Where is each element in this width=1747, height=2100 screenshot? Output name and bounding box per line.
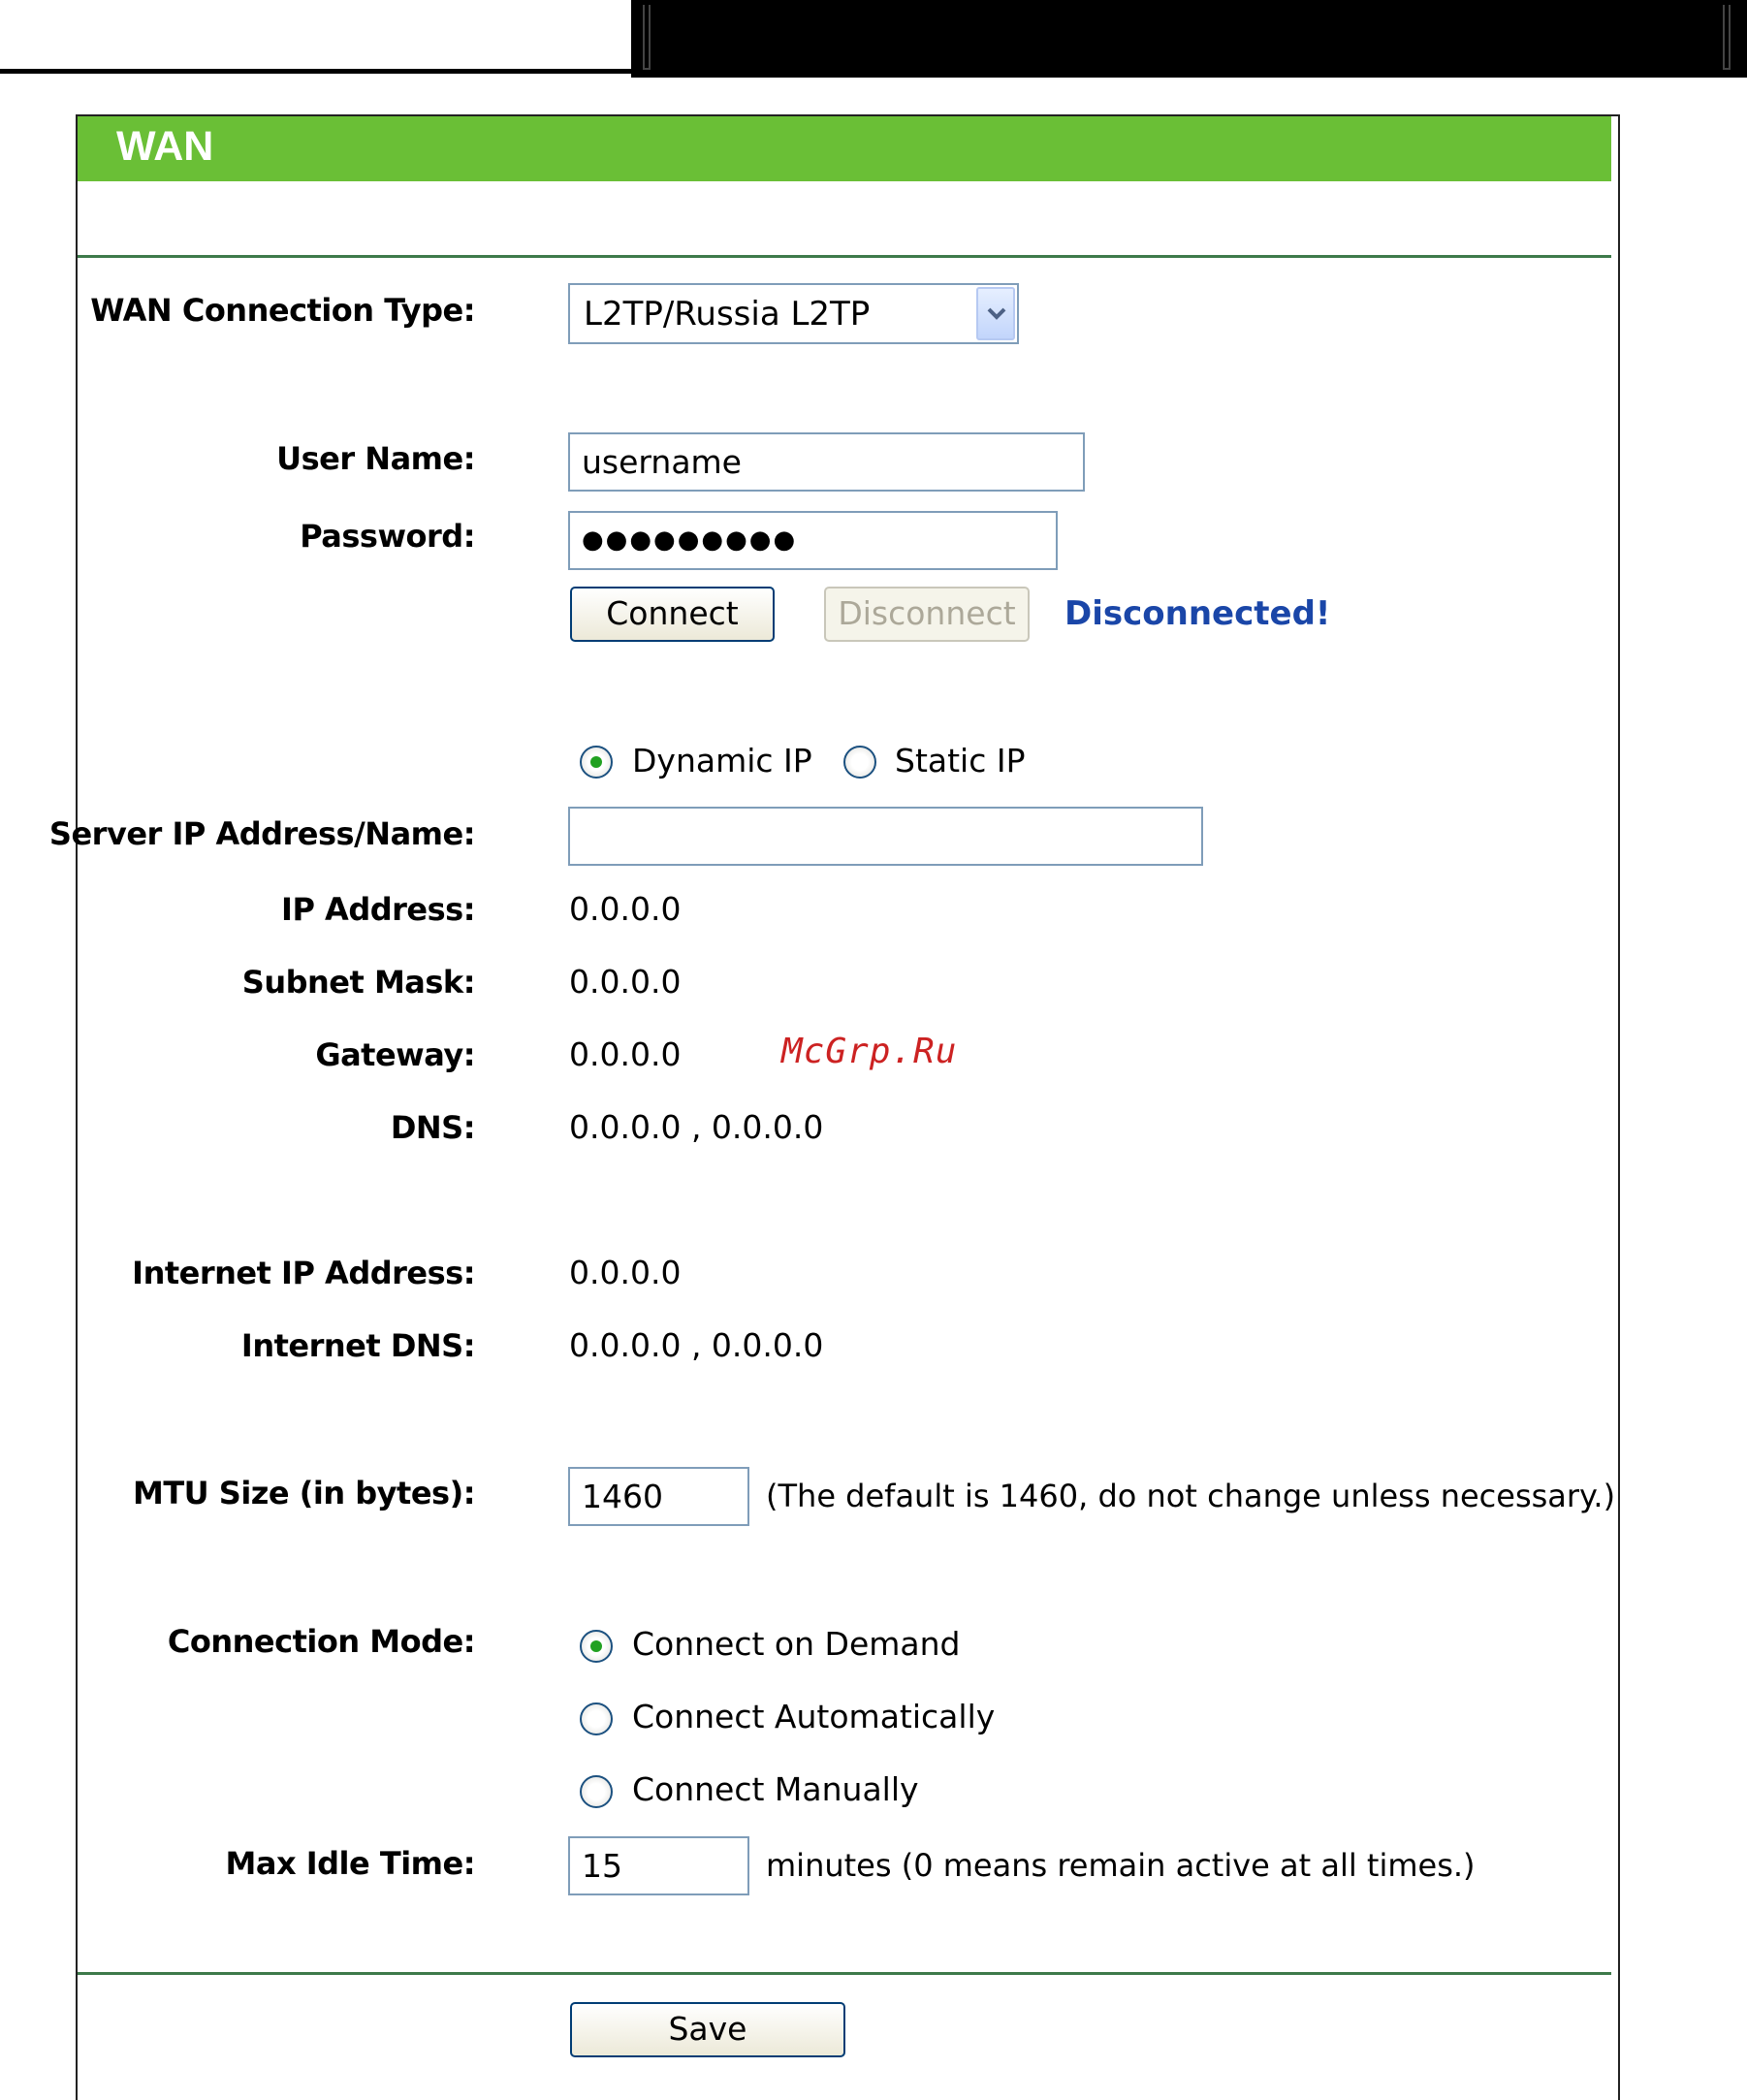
connect-button[interactable]: Connect [570, 587, 775, 642]
max-idle-hint: minutes (0 means remain active at all times.) [766, 1847, 1476, 1884]
internet-ip-value: 0.0.0.0 [569, 1254, 682, 1291]
panel-header [78, 116, 1611, 181]
top-bar-left-edge [643, 5, 651, 70]
dynamic-ip-radio[interactable] [580, 746, 613, 779]
bottom-divider [78, 1972, 1611, 1975]
server-ip-label: Server IP Address/Name: [48, 815, 475, 852]
top-left-rule [0, 69, 632, 74]
save-button[interactable]: Save [570, 2002, 845, 2057]
top-bar-right-edge [1723, 5, 1731, 70]
wan-connection-type-select[interactable] [568, 283, 1019, 344]
gateway-value: 0.0.0.0 [569, 1035, 682, 1073]
static-ip-label: Static IP [895, 742, 1026, 780]
user-name-input[interactable] [568, 432, 1085, 492]
ip-address-value: 0.0.0.0 [569, 890, 682, 928]
mtu-hint: (The default is 1460, do not change unless necessary.) [766, 1478, 1616, 1514]
internet-ip-label: Internet IP Address: [132, 1255, 475, 1291]
connect-automatically-radio[interactable] [580, 1702, 613, 1735]
connect-on-demand-label: Connect on Demand [632, 1625, 961, 1663]
top-divider [78, 255, 1611, 258]
disconnect-button[interactable]: Disconnect [824, 587, 1030, 642]
connect-manually-radio[interactable] [580, 1775, 613, 1808]
server-ip-input[interactable] [568, 807, 1203, 866]
internet-dns-label: Internet DNS: [240, 1327, 475, 1364]
dns-value: 0.0.0.0 , 0.0.0.0 [569, 1108, 824, 1146]
top-black-bar [631, 0, 1747, 78]
watermark: McGrp.Ru [781, 1032, 958, 1071]
connect-automatically-label: Connect Automatically [632, 1698, 996, 1735]
mtu-input[interactable] [568, 1467, 749, 1526]
subnet-mask-label: Subnet Mask: [241, 964, 475, 1001]
password-label: Password: [300, 518, 475, 555]
dns-label: DNS: [390, 1109, 475, 1146]
max-idle-label: Max Idle Time: [225, 1845, 475, 1882]
connection-mode-label: Connection Mode: [167, 1623, 475, 1660]
static-ip-radio[interactable] [843, 746, 876, 779]
connection-status: Disconnected! [1064, 594, 1331, 633]
password-input[interactable]: ●●●●●●●●● [568, 511, 1058, 570]
subnet-mask-value: 0.0.0.0 [569, 963, 682, 1001]
connect-on-demand-radio[interactable] [580, 1630, 613, 1663]
page-title: WAN [116, 123, 214, 170]
internet-dns-value: 0.0.0.0 , 0.0.0.0 [569, 1326, 824, 1364]
wan-connection-type-value: L2TP/Russia L2TP [584, 295, 871, 334]
connect-manually-label: Connect Manually [632, 1770, 919, 1808]
ip-address-label: IP Address: [281, 891, 475, 928]
gateway-label: Gateway: [315, 1036, 475, 1073]
max-idle-input[interactable] [568, 1836, 749, 1895]
chevron-down-icon[interactable] [976, 287, 1015, 340]
user-name-label: User Name: [276, 440, 475, 477]
dynamic-ip-label: Dynamic IP [632, 742, 812, 780]
mtu-label: MTU Size (in bytes): [132, 1475, 475, 1511]
wan-connection-type-label: WAN Connection Type: [90, 292, 475, 329]
